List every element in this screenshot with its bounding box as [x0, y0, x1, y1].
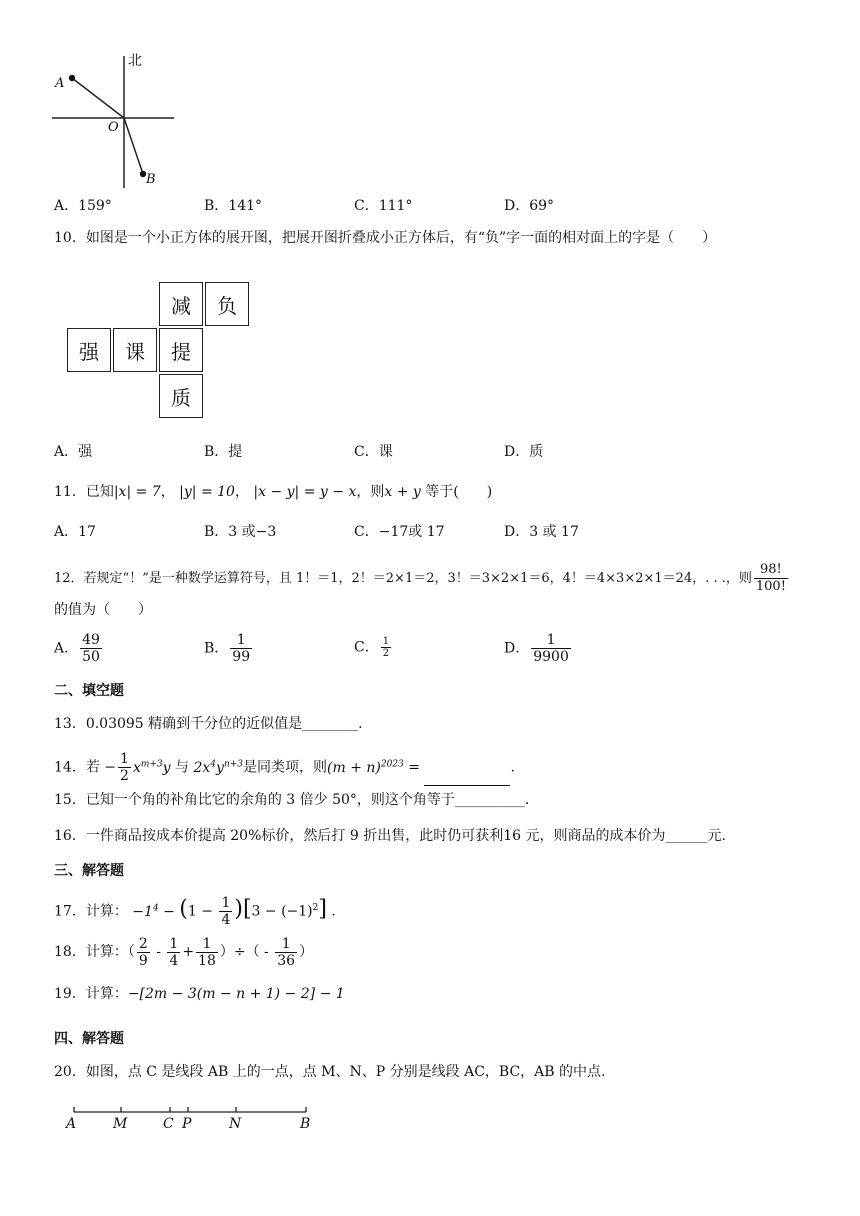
segment-label-m: M	[113, 1116, 128, 1132]
q11-abs-xy: |x − y| = y − x	[253, 484, 357, 500]
q11-option-b: B．3 或−3	[204, 524, 277, 540]
q10-text: 10．如图是一个小正方体的展开图，把展开图折叠成小正方体后，有“负”字一面的相对面上的字是（ ）	[54, 230, 717, 246]
q9-option-b: B．141°	[204, 198, 263, 214]
segment-label-a: A	[66, 1116, 77, 1132]
cube-cell-qiang: 强	[67, 328, 111, 372]
segment-label-n: N	[229, 1116, 242, 1132]
q12-text: 12．若规定“！”是一种数学运算符号，且 1！＝1，2！＝2×1＝2，3！＝3×2×1＝6，4！＝4×3×2×1＝24，. . .，则 $\frac{98!}{100!}$	[54, 562, 786, 594]
q11-option-d: D．3 或 17	[504, 524, 579, 540]
cube-cell-ti: 提	[159, 328, 203, 372]
q10-option-d: D．质	[504, 444, 544, 460]
q12-option-b: B． $\frac{1}{99}$	[204, 632, 251, 665]
q9-option-a: A．159°	[54, 198, 112, 214]
q12-option-a: A． $\frac{49}{50}$	[54, 632, 100, 665]
q11-option-a: A．17	[54, 524, 96, 540]
q17-text: 17．计算： $-1^4 - (1$ − $\frac{1}{4}$ )$[3 - (-1)^2]$ .	[54, 895, 336, 929]
q11-expr: x + y	[384, 484, 421, 500]
q10-option-c: C．课	[354, 444, 393, 460]
segment-label-b: B	[300, 1116, 311, 1132]
q20-text: 20．如图，点 C 是线段 AB 上的一点，点 M、N、P 分别是线段 AC，BC，AB 的中点.	[54, 1064, 606, 1080]
cube-cell-zhi: 质	[159, 374, 203, 418]
cube-cell-fu: 负	[205, 282, 249, 326]
north-label: 北	[128, 53, 142, 69]
section-3-title: 三、解答题	[54, 863, 124, 879]
cube-cell-ke: 课	[113, 328, 157, 372]
q12-text2: 的值为（ ）	[54, 602, 152, 618]
section-2-title: 二、填空题	[54, 683, 124, 699]
q19-text: 19．计算：−[2m − 3(m − n + 1) − 2] − 1	[54, 986, 345, 1002]
q12-option-c: C． $\frac{1}{2}$	[354, 636, 390, 659]
q16-text: 16．一件商品按成本价提高 20%标价，然后打 9 折出售，此时仍可获利16 元，则商品的成本价为______元.	[54, 828, 726, 844]
segment-label-p: P	[182, 1116, 192, 1132]
q11-text: 11．已知|x| = 7， |y| = 10， |x − y| = y − x，则x + y 等于( )	[54, 484, 493, 500]
q11-option-c: C．−17或 17	[354, 524, 445, 540]
segment-label-c: C	[163, 1116, 174, 1132]
point-o-label: O	[108, 120, 119, 135]
q9-option-c: C．111°	[354, 198, 413, 214]
q15-text: 15．已知一个角的补角比它的余角的 3 倍少 50°，则这个角等于__________.	[54, 792, 530, 808]
q10-option-a: A．强	[54, 444, 93, 460]
q14-text: 14．若 − $\frac{1}{2}$ $x^{m+3}y$ 与 $2x^4y^{n+3}$是同类项，则$(m + n)^{2023}$ = .	[54, 751, 515, 785]
point-a-label: A	[55, 76, 65, 91]
cube-cell-jian: 减	[159, 282, 203, 326]
q9-option-d: D．69°	[504, 198, 555, 214]
q11-abs-x: |x| = 7	[113, 484, 161, 500]
q11-abs-y: |y| = 10	[179, 484, 235, 500]
q12-option-d: D． $\frac{1}{9900}$	[504, 632, 569, 665]
section-4-title: 四、解答题	[54, 1031, 124, 1047]
q10-option-b: B．提	[204, 444, 243, 460]
q18-text: 18．计算：（ $\frac{2}{9}$ - $\frac{1}{4}$ + $\frac{1}{18}$ ）÷（ - $\frac{1}{36}$ ）	[54, 935, 314, 969]
q13-text: 13．0.03095 精确到千分位的近似值是________.	[54, 716, 363, 732]
point-b-label: B	[146, 172, 156, 187]
